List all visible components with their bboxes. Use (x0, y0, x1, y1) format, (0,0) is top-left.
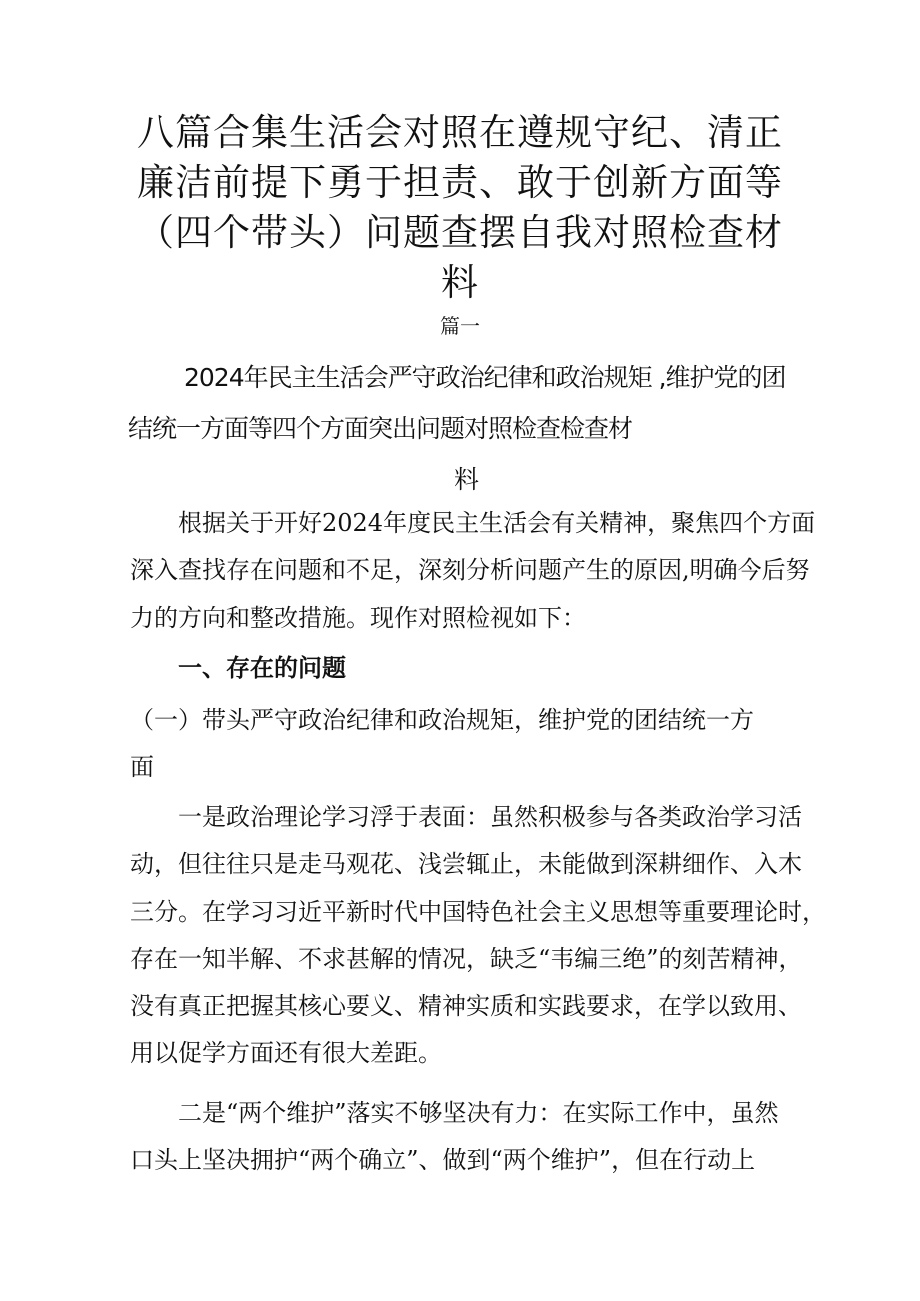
text-line: 口头上坚决拥护“两个确立”、做到“两个维护”，但在行动上 (130, 1146, 756, 1175)
section-label: 篇一 (440, 314, 480, 338)
text-line: 根据关于开好2024年度民主生活会有关精神，聚焦四个方面 (178, 509, 816, 537)
article-subtitle (128, 352, 804, 505)
text-line: 动，但往往只是走马观花、浅尝辄止，未能做到深耕细作、入木 (130, 850, 802, 879)
text-line: 没有真正把握其核心要义、精神实质和实践要求，在学以致用、 (130, 992, 802, 1021)
intro-paragraph (130, 500, 816, 642)
subtitle-line: 结统一方面等四个方面突出问题对照检查检查材 (128, 414, 633, 443)
text-line: 面 (130, 753, 154, 782)
section-heading: 一、存在的问题 (178, 654, 346, 682)
text-line: 力的方向和整改措施。现作对照检视如下： (130, 603, 586, 632)
text-line: 二是“两个维护”落实不够坚决有力：在实际工作中，虽然 (178, 1099, 779, 1127)
document-title: 八篇合集生活会对照在遵规守纪、清正廉洁前提下勇于担责、敢于创新方面等（四个带头）问题查摆自我对照检查材料 (137, 111, 783, 304)
text-line: 用以促学方面还有很大差距。 (130, 1039, 442, 1068)
text-line: 一是政治理论学习浮于表面：虽然积极参与各类政治学习活 (178, 803, 802, 831)
text-line: （一）带头严守政治纪律和政治规矩，维护党的团结统一方 (130, 706, 754, 734)
sub-section-heading (130, 697, 802, 792)
subtitle-line: 料 (453, 465, 478, 494)
text-line: 深入查找存在问题和不足，深刻分析问题产生的原因,明确今后努 (130, 556, 810, 585)
text-line: 存在一知半解、不求甚解的情况，缺乏“韦编三绝”的刻苦精神， (130, 944, 803, 973)
paragraph-1 (130, 794, 826, 1078)
subtitle-line: 2024年民主生活会严守政治纪律和政治规矩 ,维护党的团 (184, 363, 786, 392)
paragraph-2 (130, 1090, 802, 1185)
text-line: 三分。在学习习近平新时代中国特色社会主义思想等重要理论时， (130, 897, 826, 926)
